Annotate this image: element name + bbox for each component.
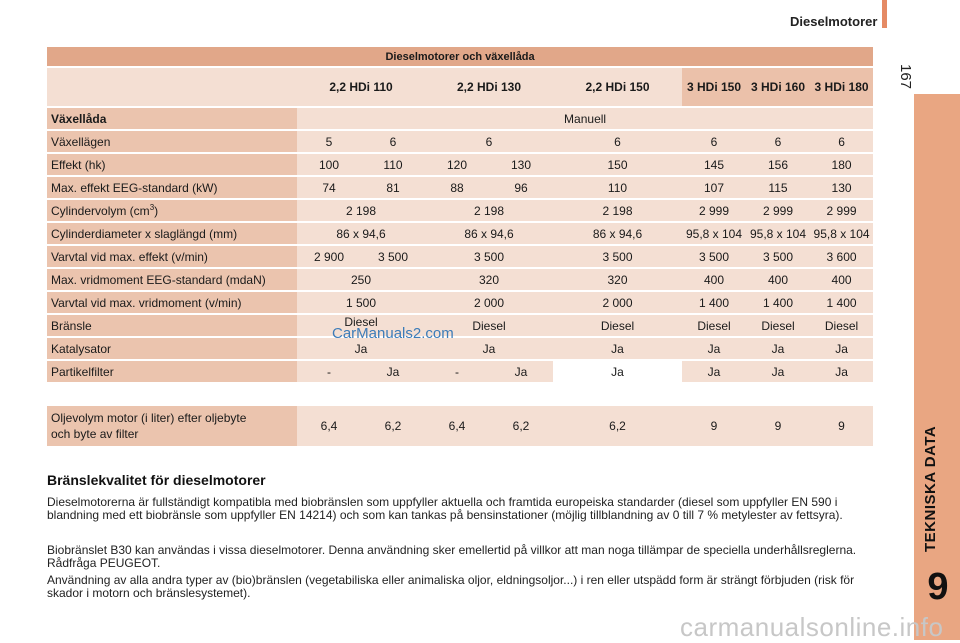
- row-label: Katalysator: [47, 338, 297, 359]
- table-row: [47, 177, 873, 198]
- table-cell: 95,8 x 104: [810, 223, 873, 244]
- table-cell: 2 900: [297, 246, 361, 267]
- table-cell: 74: [297, 177, 361, 198]
- table-cell: 6,4: [297, 406, 361, 446]
- table-title-row: [47, 47, 873, 66]
- table-cell: 3 500: [553, 246, 682, 267]
- table-cell: -: [425, 361, 489, 382]
- table-cell: Ja: [746, 361, 810, 382]
- watermark-top: CarManuals2.com: [332, 325, 454, 342]
- model-header: 2,2 HDi 130: [425, 68, 553, 106]
- header-accent-bar: [882, 0, 887, 28]
- table-cell: -: [297, 361, 361, 382]
- table-row: [47, 338, 873, 359]
- table-cell: 110: [361, 154, 425, 175]
- table-cell: 115: [746, 177, 810, 198]
- table-cell: 6: [553, 131, 682, 152]
- table-cell: 130: [810, 177, 873, 198]
- side-tab: [914, 94, 960, 640]
- table-row: [47, 406, 873, 446]
- table-cell: 86 x 94,6: [553, 223, 682, 244]
- table-cell: Ja: [489, 361, 553, 382]
- table-cell: 3 600: [810, 246, 873, 267]
- table-cell: 2 198: [425, 200, 553, 221]
- row-label: Cylinderdiameter x slaglängd (mm): [47, 223, 297, 244]
- table-row: [47, 292, 873, 313]
- table-cell: 130: [489, 154, 553, 175]
- table-cell: 6: [810, 131, 873, 152]
- table-cell: 3 500: [361, 246, 425, 267]
- engine-gearbox-table: [47, 45, 873, 384]
- chapter-number: 9: [927, 566, 949, 608]
- table-cell: Ja: [297, 338, 425, 359]
- table-cell: Ja: [682, 338, 746, 359]
- table-cell: 120: [425, 154, 489, 175]
- table-cell: Manuell: [297, 108, 873, 129]
- table-cell: Ja: [361, 361, 425, 382]
- table-cell: 156: [746, 154, 810, 175]
- paragraph: Biobränslet B30 kan användas i vissa dieselmotorer. Denna användning sker emellertid på villkor att man noga tillämpar de speciella underhållsreglerna. Rådfråga PEUGEOT.: [47, 543, 857, 570]
- table-cell: 1 500: [297, 292, 425, 313]
- table-cell: 400: [810, 269, 873, 290]
- table-cell: 86 x 94,6: [297, 223, 425, 244]
- empty-corner: [47, 68, 297, 106]
- row-label: Varvtal vid max. vridmoment (v/min): [47, 292, 297, 313]
- table-row: [47, 315, 873, 336]
- table-cell: 6: [682, 131, 746, 152]
- table-cell: 400: [682, 269, 746, 290]
- table-cell: Diesel: [297, 315, 425, 336]
- row-label: Cylindervolym $(cm^3)$: [47, 200, 297, 221]
- row-label: Växellåda: [47, 108, 297, 129]
- table-cell: 6: [746, 131, 810, 152]
- table-row: [47, 269, 873, 290]
- row-label: Partikelfilter: [47, 361, 297, 382]
- model-header: 3 HDi 160: [746, 68, 810, 106]
- row-label: Oljevolym motor (i liter) efter oljebyte och byte av filter: [47, 406, 297, 446]
- model-header: 3 HDi 150: [682, 68, 746, 106]
- table-cell: Diesel: [682, 315, 746, 336]
- table-cell: 107: [682, 177, 746, 198]
- table-cell: 3 500: [425, 246, 553, 267]
- table-cell: 6,2: [553, 406, 682, 446]
- table-cell: 3 500: [746, 246, 810, 267]
- table-cell: Ja: [682, 361, 746, 382]
- table-cell: 6: [361, 131, 425, 152]
- table-row: [47, 223, 873, 244]
- table-cell: 1 400: [746, 292, 810, 313]
- table-cell: 110: [553, 177, 682, 198]
- table-cell: Diesel: [746, 315, 810, 336]
- page-number: 167: [897, 64, 914, 90]
- model-header: 2,2 HDi 110: [297, 68, 425, 106]
- table-cell: 3 500: [682, 246, 746, 267]
- table-cell: 6,4: [425, 406, 489, 446]
- table-cell: Ja: [425, 338, 553, 359]
- table-cell: 2 999: [682, 200, 746, 221]
- chapter-header: Dieselmotorer: [790, 14, 878, 29]
- table-title: Dieselmotorer och växellåda: [47, 47, 873, 66]
- table-cell: 9: [682, 406, 746, 446]
- table-cell: 2 000: [425, 292, 553, 313]
- table-cell: Ja: [553, 338, 682, 359]
- model-header-row: [47, 68, 873, 106]
- side-tab-label: TEKNISKA DATA: [922, 425, 939, 552]
- section-heading: Bränslekvalitet för dieselmotorer: [47, 472, 266, 488]
- table-cell: 95,8 x 104: [682, 223, 746, 244]
- table-cell: 96: [489, 177, 553, 198]
- table-row: [47, 361, 873, 382]
- table-cell: 100: [297, 154, 361, 175]
- table-cell: 145: [682, 154, 746, 175]
- table-cell: 2 198: [297, 200, 425, 221]
- row-label: Effekt (hk): [47, 154, 297, 175]
- table-row: [47, 108, 873, 129]
- table-cell: 6: [425, 131, 553, 152]
- table-cell: 95,8 x 104: [746, 223, 810, 244]
- table-cell: 150: [553, 154, 682, 175]
- table-cell: Diesel: [553, 315, 682, 336]
- table-cell: 5: [297, 131, 361, 152]
- paragraph: Användning av alla andra typer av (bio)bränslen (vegetabiliska eller animaliska oljor, eldningsoljor...) i ren eller utspädd form är strängt förbjuden (risk för skador i motorn och bränslesystemet).: [47, 573, 855, 600]
- watermark-bottom: carmanualsonline.info: [680, 612, 944, 642]
- table-cell: 400: [746, 269, 810, 290]
- row-label: Varvtal vid max. effekt (v/min): [47, 246, 297, 267]
- model-header: 3 HDi 180: [810, 68, 873, 106]
- table-cell: Diesel: [425, 315, 553, 336]
- table-row: [47, 200, 873, 221]
- table-cell: 86 x 94,6: [425, 223, 553, 244]
- table-cell: 6,2: [489, 406, 553, 446]
- oil-volume-table: [47, 406, 873, 446]
- table-cell: Ja: [553, 361, 682, 382]
- table-row: [47, 154, 873, 175]
- table-row: [47, 246, 873, 267]
- table-cell: 9: [810, 406, 873, 446]
- table-cell: 6,2: [361, 406, 425, 446]
- table-cell: Ja: [810, 361, 873, 382]
- table-cell: Diesel: [810, 315, 873, 336]
- table-cell: 2 999: [746, 200, 810, 221]
- model-header: 2,2 HDi 150: [553, 68, 682, 106]
- paragraph: Dieselmotorerna är fullständigt kompatibla med biobränslen som uppfyller aktuella och framtida europeiska standarder (diesel som uppfyller EN 590 i blandning med ett biobränsle som uppfyller EN 14214) och som kan tankas på bensinstationer (möjlig tillblandning av 0 till 7 % metylester av fettsyra).: [47, 495, 843, 522]
- table-cell: 88: [425, 177, 489, 198]
- row-label: Max. effekt EEG-standard (kW): [47, 177, 297, 198]
- table-cell: 2 198: [553, 200, 682, 221]
- table-cell: 320: [553, 269, 682, 290]
- table-cell: Ja: [746, 338, 810, 359]
- row-label: Max. vridmoment EEG-standard (mdaN): [47, 269, 297, 290]
- row-label: Växellägen: [47, 131, 297, 152]
- table-cell: 250: [297, 269, 425, 290]
- table-cell: 320: [425, 269, 553, 290]
- table-cell: 2 999: [810, 200, 873, 221]
- table-cell: 9: [746, 406, 810, 446]
- table-cell: 1 400: [810, 292, 873, 313]
- table-cell: 2 000: [553, 292, 682, 313]
- table-cell: 180: [810, 154, 873, 175]
- table-cell: Ja: [810, 338, 873, 359]
- table-row: [47, 131, 873, 152]
- table-cell: 81: [361, 177, 425, 198]
- row-label: Bränsle: [47, 315, 297, 336]
- table-cell: 1 400: [682, 292, 746, 313]
